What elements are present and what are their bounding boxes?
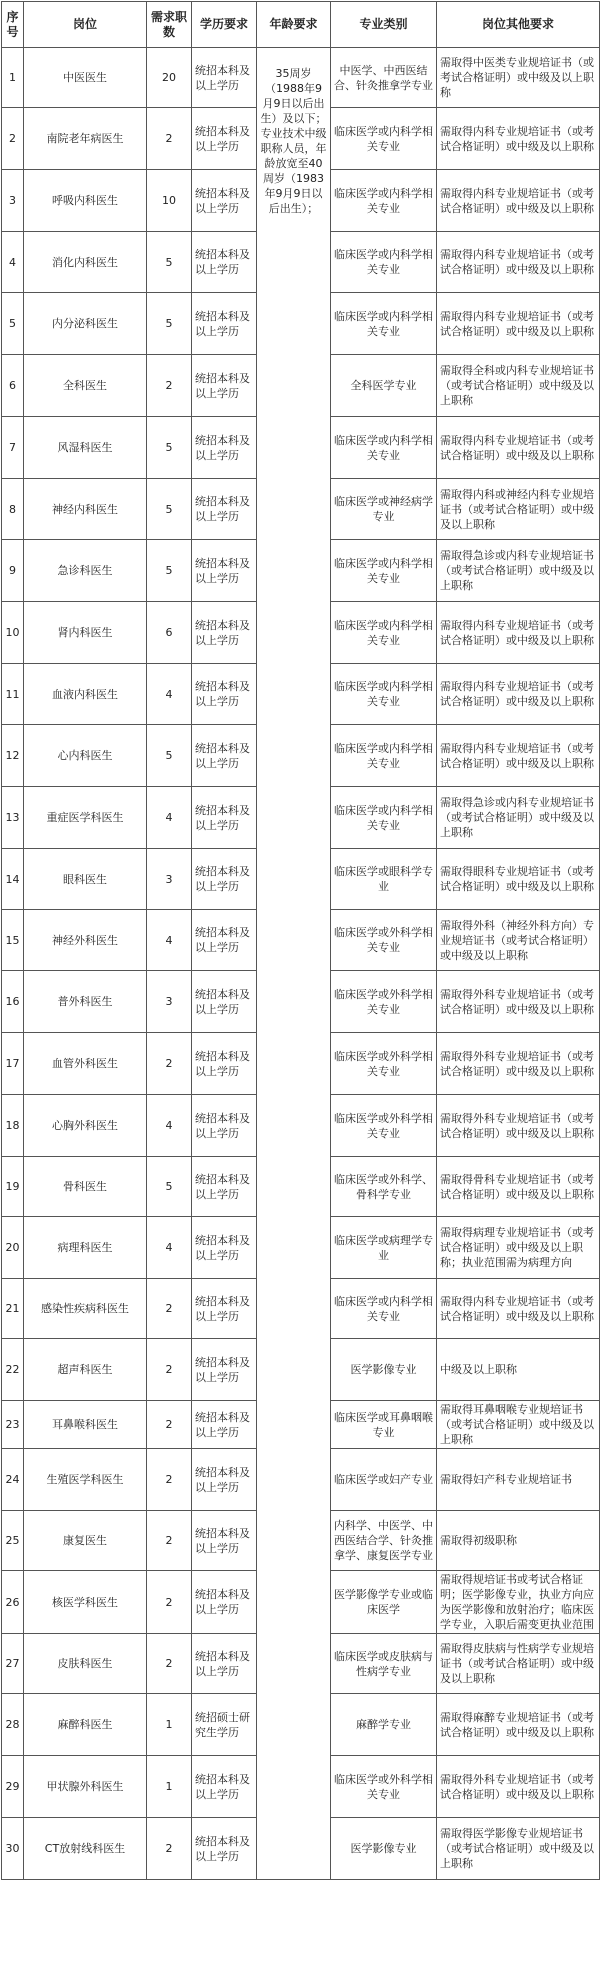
other-requirement: 需取得中医类专业规培证书（或考试合格证明）或中级及以上职称 bbox=[437, 48, 600, 108]
position-name: 心胸外科医生 bbox=[24, 1095, 147, 1157]
major-category: 临床医学或内科学相关专业 bbox=[331, 170, 437, 232]
education-requirement: 统招本科及以上学历 bbox=[192, 1401, 257, 1449]
row-number: 5 bbox=[2, 293, 24, 355]
recruitment-table bbox=[1, 1, 600, 1880]
demand-count: 4 bbox=[147, 1217, 192, 1279]
row-number: 14 bbox=[2, 849, 24, 910]
position-name: 感染性疾病科医生 bbox=[24, 1279, 147, 1339]
education-requirement: 统招本科及以上学历 bbox=[192, 1511, 257, 1571]
demand-count: 2 bbox=[147, 1571, 192, 1634]
demand-count: 5 bbox=[147, 479, 192, 540]
header-education: 学历要求 bbox=[192, 2, 257, 48]
row-number: 19 bbox=[2, 1157, 24, 1217]
education-requirement: 统招本科及以上学历 bbox=[192, 1571, 257, 1634]
major-category: 临床医学或妇产专业 bbox=[331, 1449, 437, 1511]
row-number: 6 bbox=[2, 355, 24, 417]
education-requirement: 统招本科及以上学历 bbox=[192, 417, 257, 479]
header-major: 专业类别 bbox=[331, 2, 437, 48]
education-requirement: 统招本科及以上学历 bbox=[192, 1095, 257, 1157]
major-category: 临床医学或内科学相关专业 bbox=[331, 108, 437, 170]
demand-count: 5 bbox=[147, 1157, 192, 1217]
position-name: 皮肤科医生 bbox=[24, 1634, 147, 1694]
header-row bbox=[2, 2, 600, 48]
row-number: 25 bbox=[2, 1511, 24, 1571]
header-count: 需求职数 bbox=[147, 2, 192, 48]
other-requirement: 需取得内科专业规培证书（或考试合格证明）或中级及以上职称 bbox=[437, 108, 600, 170]
position-name: 超声科医生 bbox=[24, 1339, 147, 1401]
education-requirement: 统招本科及以上学历 bbox=[192, 787, 257, 849]
header-no: 序号 bbox=[2, 2, 24, 48]
position-name: 全科医生 bbox=[24, 355, 147, 417]
row-number: 7 bbox=[2, 417, 24, 479]
row-number: 13 bbox=[2, 787, 24, 849]
demand-count: 5 bbox=[147, 725, 192, 787]
row-number: 16 bbox=[2, 971, 24, 1033]
row-number: 17 bbox=[2, 1033, 24, 1095]
row-number: 27 bbox=[2, 1634, 24, 1694]
other-requirement: 需取得妇产科专业规培证书 bbox=[437, 1449, 600, 1511]
position-name: 心内科医生 bbox=[24, 725, 147, 787]
other-requirement: 需取得骨科专业规培证书（或考试合格证明）或中级及以上职称 bbox=[437, 1157, 600, 1217]
major-category: 临床医学或外科学相关专业 bbox=[331, 910, 437, 971]
demand-count: 10 bbox=[147, 170, 192, 232]
other-requirement: 需取得皮肤病与性病学专业规培证书（或考试合格证明）或中级及以上职称 bbox=[437, 1634, 600, 1694]
row-number: 21 bbox=[2, 1279, 24, 1339]
education-requirement: 统招本科及以上学历 bbox=[192, 1634, 257, 1694]
demand-count: 2 bbox=[147, 1634, 192, 1694]
other-requirement: 需取得急诊或内科专业规培证书（或考试合格证明）或中级及以上职称 bbox=[437, 540, 600, 602]
demand-count: 2 bbox=[147, 1449, 192, 1511]
education-requirement: 统招本科及以上学历 bbox=[192, 48, 257, 108]
position-name: 重症医学科医生 bbox=[24, 787, 147, 849]
other-requirement: 需取得外科专业规培证书（或考试合格证明）或中级及以上职称 bbox=[437, 1756, 600, 1818]
major-category: 临床医学或外科学相关专业 bbox=[331, 971, 437, 1033]
education-requirement: 统招本科及以上学历 bbox=[192, 355, 257, 417]
demand-count: 2 bbox=[147, 1818, 192, 1880]
other-requirement: 需取得内科专业规培证书（或考试合格证明）或中级及以上职称 bbox=[437, 664, 600, 725]
other-requirement: 需取得规培证书或考试合格证明；医学影像专业，执业方向应为医学影像和放射治疗；临床医学专业，入职后需变更执业范围 bbox=[437, 1571, 600, 1634]
header-age: 年龄要求 bbox=[257, 2, 331, 48]
education-requirement: 统招本科及以上学历 bbox=[192, 1033, 257, 1095]
row-number: 26 bbox=[2, 1571, 24, 1634]
other-requirement: 需取得初级职称 bbox=[437, 1511, 600, 1571]
position-name: 麻醉科医生 bbox=[24, 1694, 147, 1756]
position-name: 耳鼻喉科医生 bbox=[24, 1401, 147, 1449]
major-category: 临床医学或内科学相关专业 bbox=[331, 540, 437, 602]
education-requirement: 统招本科及以上学历 bbox=[192, 1756, 257, 1818]
education-requirement: 统招本科及以上学历 bbox=[192, 725, 257, 787]
position-name: 核医学科医生 bbox=[24, 1571, 147, 1634]
row-number: 30 bbox=[2, 1818, 24, 1880]
major-category: 医学影像专业 bbox=[331, 1339, 437, 1401]
major-category: 临床医学或内科学相关专业 bbox=[331, 293, 437, 355]
demand-count: 4 bbox=[147, 1095, 192, 1157]
education-requirement: 统招本科及以上学历 bbox=[192, 910, 257, 971]
major-category: 临床医学或外科学、骨科学专业 bbox=[331, 1157, 437, 1217]
position-name: 消化内科医生 bbox=[24, 232, 147, 293]
major-category: 临床医学或内科学相关专业 bbox=[331, 787, 437, 849]
demand-count: 4 bbox=[147, 910, 192, 971]
demand-count: 5 bbox=[147, 232, 192, 293]
demand-count: 20 bbox=[147, 48, 192, 108]
education-requirement: 统招本科及以上学历 bbox=[192, 1217, 257, 1279]
major-category: 临床医学或内科学相关专业 bbox=[331, 232, 437, 293]
education-requirement: 统招本科及以上学历 bbox=[192, 602, 257, 664]
row-number: 9 bbox=[2, 540, 24, 602]
education-requirement: 统招本科及以上学历 bbox=[192, 971, 257, 1033]
major-category: 临床医学或外科学相关专业 bbox=[331, 1033, 437, 1095]
other-requirement: 需取得外科专业规培证书（或考试合格证明）或中级及以上职称 bbox=[437, 1095, 600, 1157]
major-category: 临床医学或内科学相关专业 bbox=[331, 725, 437, 787]
position-name: 风湿科医生 bbox=[24, 417, 147, 479]
other-requirement: 需取得内科专业规培证书（或考试合格证明）或中级及以上职称 bbox=[437, 1279, 600, 1339]
position-name: 甲状腺外科医生 bbox=[24, 1756, 147, 1818]
education-requirement: 统招本科及以上学历 bbox=[192, 1449, 257, 1511]
demand-count: 2 bbox=[147, 1033, 192, 1095]
row-number: 11 bbox=[2, 664, 24, 725]
position-name: 呼吸内科医生 bbox=[24, 170, 147, 232]
row-number: 3 bbox=[2, 170, 24, 232]
position-name: 急诊科医生 bbox=[24, 540, 147, 602]
major-category: 临床医学或内科学相关专业 bbox=[331, 417, 437, 479]
position-name: 康复医生 bbox=[24, 1511, 147, 1571]
position-name: 生殖医学科医生 bbox=[24, 1449, 147, 1511]
position-name: 血管外科医生 bbox=[24, 1033, 147, 1095]
major-category: 临床医学或神经病学专业 bbox=[331, 479, 437, 540]
major-category: 临床医学或内科学相关专业 bbox=[331, 664, 437, 725]
demand-count: 5 bbox=[147, 293, 192, 355]
table-row bbox=[2, 48, 600, 108]
education-requirement: 统招本科及以上学历 bbox=[192, 170, 257, 232]
demand-count: 2 bbox=[147, 355, 192, 417]
other-requirement: 需取得内科专业规培证书（或考试合格证明）或中级及以上职称 bbox=[437, 417, 600, 479]
other-requirement: 需取得病理专业规培证书（或考试合格证明）或中级及以上职称；执业范围需为病理方向 bbox=[437, 1217, 600, 1279]
major-category: 临床医学或病理学专业 bbox=[331, 1217, 437, 1279]
major-category: 临床医学或内科学相关专业 bbox=[331, 602, 437, 664]
table-body bbox=[2, 48, 600, 1880]
row-number: 22 bbox=[2, 1339, 24, 1401]
other-requirement: 需取得内科专业规培证书（或考试合格证明）或中级及以上职称 bbox=[437, 170, 600, 232]
row-number: 20 bbox=[2, 1217, 24, 1279]
row-number: 4 bbox=[2, 232, 24, 293]
other-requirement: 需取得内科专业规培证书（或考试合格证明）或中级及以上职称 bbox=[437, 293, 600, 355]
education-requirement: 统招本科及以上学历 bbox=[192, 1279, 257, 1339]
row-number: 24 bbox=[2, 1449, 24, 1511]
demand-count: 6 bbox=[147, 602, 192, 664]
demand-count: 3 bbox=[147, 849, 192, 910]
education-requirement: 统招本科及以上学历 bbox=[192, 849, 257, 910]
demand-count: 2 bbox=[147, 1401, 192, 1449]
demand-count: 4 bbox=[147, 787, 192, 849]
education-requirement: 统招本科及以上学历 bbox=[192, 479, 257, 540]
demand-count: 5 bbox=[147, 540, 192, 602]
demand-count: 3 bbox=[147, 971, 192, 1033]
position-name: 中医医生 bbox=[24, 48, 147, 108]
major-category: 医学影像专业 bbox=[331, 1818, 437, 1880]
major-category: 麻醉学专业 bbox=[331, 1694, 437, 1756]
position-name: 南院老年病医生 bbox=[24, 108, 147, 170]
other-requirement: 需取得外科专业规培证书（或考试合格证明）或中级及以上职称 bbox=[437, 1033, 600, 1095]
major-category: 内科学、中医学、中西医结合学、针灸推拿学、康复医学专业 bbox=[331, 1511, 437, 1571]
major-category: 临床医学或眼科学专业 bbox=[331, 849, 437, 910]
education-requirement: 统招本科及以上学历 bbox=[192, 540, 257, 602]
major-category: 临床医学或内科学相关专业 bbox=[331, 1279, 437, 1339]
other-requirement: 需取得外科专业规培证书（或考试合格证明）或中级及以上职称 bbox=[437, 971, 600, 1033]
education-requirement: 统招本科及以上学历 bbox=[192, 293, 257, 355]
position-name: 内分泌科医生 bbox=[24, 293, 147, 355]
demand-count: 5 bbox=[147, 417, 192, 479]
other-requirement: 需取得内科专业规培证书（或考试合格证明）或中级及以上职称 bbox=[437, 232, 600, 293]
major-category: 医学影像学专业或临床医学 bbox=[331, 1571, 437, 1634]
major-category: 临床医学或外科学相关专业 bbox=[331, 1756, 437, 1818]
age-requirement: 35周岁（1988年9月9日以后出生）及以下；专业技术中级职称人员，年龄放宽至40周岁（1983年9月9日以后出生）； bbox=[257, 48, 331, 1880]
position-name: 神经外科医生 bbox=[24, 910, 147, 971]
other-requirement: 需取得耳鼻咽喉专业规培证书（或考试合格证明）或中级及以上职称 bbox=[437, 1401, 600, 1449]
row-number: 23 bbox=[2, 1401, 24, 1449]
demand-count: 2 bbox=[147, 108, 192, 170]
demand-count: 4 bbox=[147, 664, 192, 725]
major-category: 临床医学或外科学相关专业 bbox=[331, 1095, 437, 1157]
other-requirement: 需取得急诊或内科专业规培证书（或考试合格证明）或中级及以上职称 bbox=[437, 787, 600, 849]
other-requirement: 需取得内科或神经内科专业规培证书（或考试合格证明）或中级及以上职称 bbox=[437, 479, 600, 540]
position-name: 神经内科医生 bbox=[24, 479, 147, 540]
major-category: 临床医学或皮肤病与性病学专业 bbox=[331, 1634, 437, 1694]
other-requirement: 需取得内科专业规培证书（或考试合格证明）或中级及以上职称 bbox=[437, 725, 600, 787]
demand-count: 2 bbox=[147, 1511, 192, 1571]
position-name: CT放射线科医生 bbox=[24, 1818, 147, 1880]
other-requirement: 需取得麻醉专业规培证书（或考试合格证明）或中级及以上职称 bbox=[437, 1694, 600, 1756]
position-name: 血液内科医生 bbox=[24, 664, 147, 725]
education-requirement: 统招本科及以上学历 bbox=[192, 232, 257, 293]
major-category: 中医学、中西医结合、针灸推拿学专业 bbox=[331, 48, 437, 108]
header-other: 岗位其他要求 bbox=[437, 2, 600, 48]
demand-count: 2 bbox=[147, 1279, 192, 1339]
other-requirement: 需取得内科专业规培证书（或考试合格证明）或中级及以上职称 bbox=[437, 602, 600, 664]
row-number: 18 bbox=[2, 1095, 24, 1157]
demand-count: 1 bbox=[147, 1694, 192, 1756]
other-requirement: 需取得全科或内科专业规培证书（或考试合格证明）或中级及以上职称 bbox=[437, 355, 600, 417]
major-category: 临床医学或耳鼻咽喉专业 bbox=[331, 1401, 437, 1449]
education-requirement: 统招本科及以上学历 bbox=[192, 1339, 257, 1401]
row-number: 8 bbox=[2, 479, 24, 540]
position-name: 普外科医生 bbox=[24, 971, 147, 1033]
demand-count: 1 bbox=[147, 1756, 192, 1818]
major-category: 全科医学专业 bbox=[331, 355, 437, 417]
education-requirement: 统招本科及以上学历 bbox=[192, 1157, 257, 1217]
education-requirement: 统招本科及以上学历 bbox=[192, 1818, 257, 1880]
row-number: 10 bbox=[2, 602, 24, 664]
row-number: 28 bbox=[2, 1694, 24, 1756]
other-requirement: 需取得眼科专业规培证书（或考试合格证明）或中级及以上职称 bbox=[437, 849, 600, 910]
row-number: 29 bbox=[2, 1756, 24, 1818]
education-requirement: 统招本科及以上学历 bbox=[192, 108, 257, 170]
other-requirement: 中级及以上职称 bbox=[437, 1339, 600, 1401]
education-requirement: 统招硕士研究生学历 bbox=[192, 1694, 257, 1756]
position-name: 肾内科医生 bbox=[24, 602, 147, 664]
demand-count: 2 bbox=[147, 1339, 192, 1401]
row-number: 2 bbox=[2, 108, 24, 170]
row-number: 15 bbox=[2, 910, 24, 971]
row-number: 12 bbox=[2, 725, 24, 787]
position-name: 骨科医生 bbox=[24, 1157, 147, 1217]
other-requirement: 需取得医学影像专业规培证书（或考试合格证明）或中级及以上职称 bbox=[437, 1818, 600, 1880]
position-name: 眼科医生 bbox=[24, 849, 147, 910]
position-name: 病理科医生 bbox=[24, 1217, 147, 1279]
other-requirement: 需取得外科（神经外科方向）专业规培证书（或考试合格证明）或中级及以上职称 bbox=[437, 910, 600, 971]
header-position: 岗位 bbox=[24, 2, 147, 48]
education-requirement: 统招本科及以上学历 bbox=[192, 664, 257, 725]
row-number: 1 bbox=[2, 48, 24, 108]
